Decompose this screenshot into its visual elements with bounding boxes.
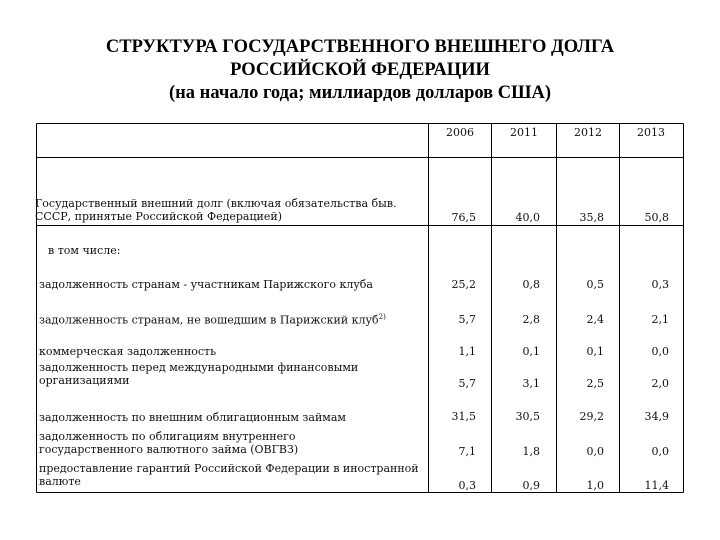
row-label-commercial: коммерческая задолженность xyxy=(39,345,217,358)
external-bonds-2012: 29,2 xyxy=(579,410,604,423)
title-line-2: РОССИЙСКОЙ ФЕДЕРАЦИИ xyxy=(230,60,490,80)
row-label-non-paris-club-text: задолженность странам, не вошедшим в Парижский клуб xyxy=(39,313,379,327)
non-paris-club-2011: 2,8 xyxy=(522,313,540,326)
total-debt-2011: 40,0 xyxy=(515,211,540,224)
external-bonds-2006: 31,5 xyxy=(451,410,476,423)
row-label-including: в том числе: xyxy=(48,244,121,257)
ovgvz-2011: 1,8 xyxy=(522,445,540,458)
commercial-2012: 0,1 xyxy=(586,345,604,358)
commercial-2013: 0,0 xyxy=(651,345,669,358)
intl-fin-orgs-2013: 2,0 xyxy=(651,377,669,390)
guarantees-2011: 0,9 xyxy=(522,479,540,492)
year-header-2012: 2012 xyxy=(574,126,602,139)
paris-club-2006: 25,2 xyxy=(451,278,476,291)
row-label-guarantees: предоставление гарантий Российской Федерации в иностранной валюте xyxy=(39,462,419,488)
year-header-2006: 2006 xyxy=(446,126,474,139)
debt-table xyxy=(36,123,684,493)
guarantees-2006: 0,3 xyxy=(458,479,476,492)
non-paris-club-2006: 5,7 xyxy=(458,313,476,326)
year-header-2011: 2011 xyxy=(510,126,538,139)
total-debt-2013: 50,8 xyxy=(644,211,669,224)
ovgvz-2012: 0,0 xyxy=(586,445,604,458)
paris-club-2012: 0,5 xyxy=(586,278,604,291)
intl-fin-orgs-2012: 2,5 xyxy=(586,377,604,390)
row-label-paris-club: задолженность странам - участникам Парижского клуба xyxy=(39,278,373,291)
external-bonds-2013: 34,9 xyxy=(644,410,669,423)
footnote-mark: 2) xyxy=(378,313,386,321)
non-paris-club-2012: 2,4 xyxy=(586,313,604,326)
year-header-2013: 2013 xyxy=(637,126,665,139)
paris-club-2013: 0,3 xyxy=(651,278,669,291)
intl-fin-orgs-2011: 3,1 xyxy=(522,377,540,390)
total-debt-2006: 76,5 xyxy=(451,211,476,224)
non-paris-club-2013: 2,1 xyxy=(651,313,669,326)
intl-fin-orgs-2006: 5,7 xyxy=(458,377,476,390)
ovgvz-2006: 7,1 xyxy=(458,445,476,458)
guarantees-2012: 1,0 xyxy=(586,479,604,492)
commercial-2011: 0,1 xyxy=(522,345,540,358)
row-label-total-debt: Государственный внешний долг (включая обязательства быв. СССР, принятые Российской Федерацией) xyxy=(35,197,397,223)
commercial-2006: 1,1 xyxy=(458,345,476,358)
external-bonds-2011: 30,5 xyxy=(515,410,540,423)
row-label-external-bonds: задолженность по внешним облигационным займам xyxy=(39,411,346,424)
total-debt-2012: 35,8 xyxy=(579,211,604,224)
ovgvz-2013: 0,0 xyxy=(651,445,669,458)
document-title xyxy=(0,36,720,105)
paris-club-2011: 0,8 xyxy=(522,278,540,291)
guarantees-2013: 11,4 xyxy=(644,479,669,492)
row-label-non-paris-club xyxy=(39,311,404,327)
row-label-intl-fin-orgs: задолженность перед международными финансовыми организациями xyxy=(39,361,359,387)
title-line-3: (на начало года; миллиардов долларов США) xyxy=(168,83,551,103)
title-line-1: СТРУКТУРА ГОСУДАРСТВЕННОГО ВНЕШНЕГО ДОЛГА xyxy=(105,37,615,57)
row-label-ovgvz: задолженность по облигациям внутреннего государственного валютного займа (ОВГВЗ) xyxy=(39,430,299,456)
